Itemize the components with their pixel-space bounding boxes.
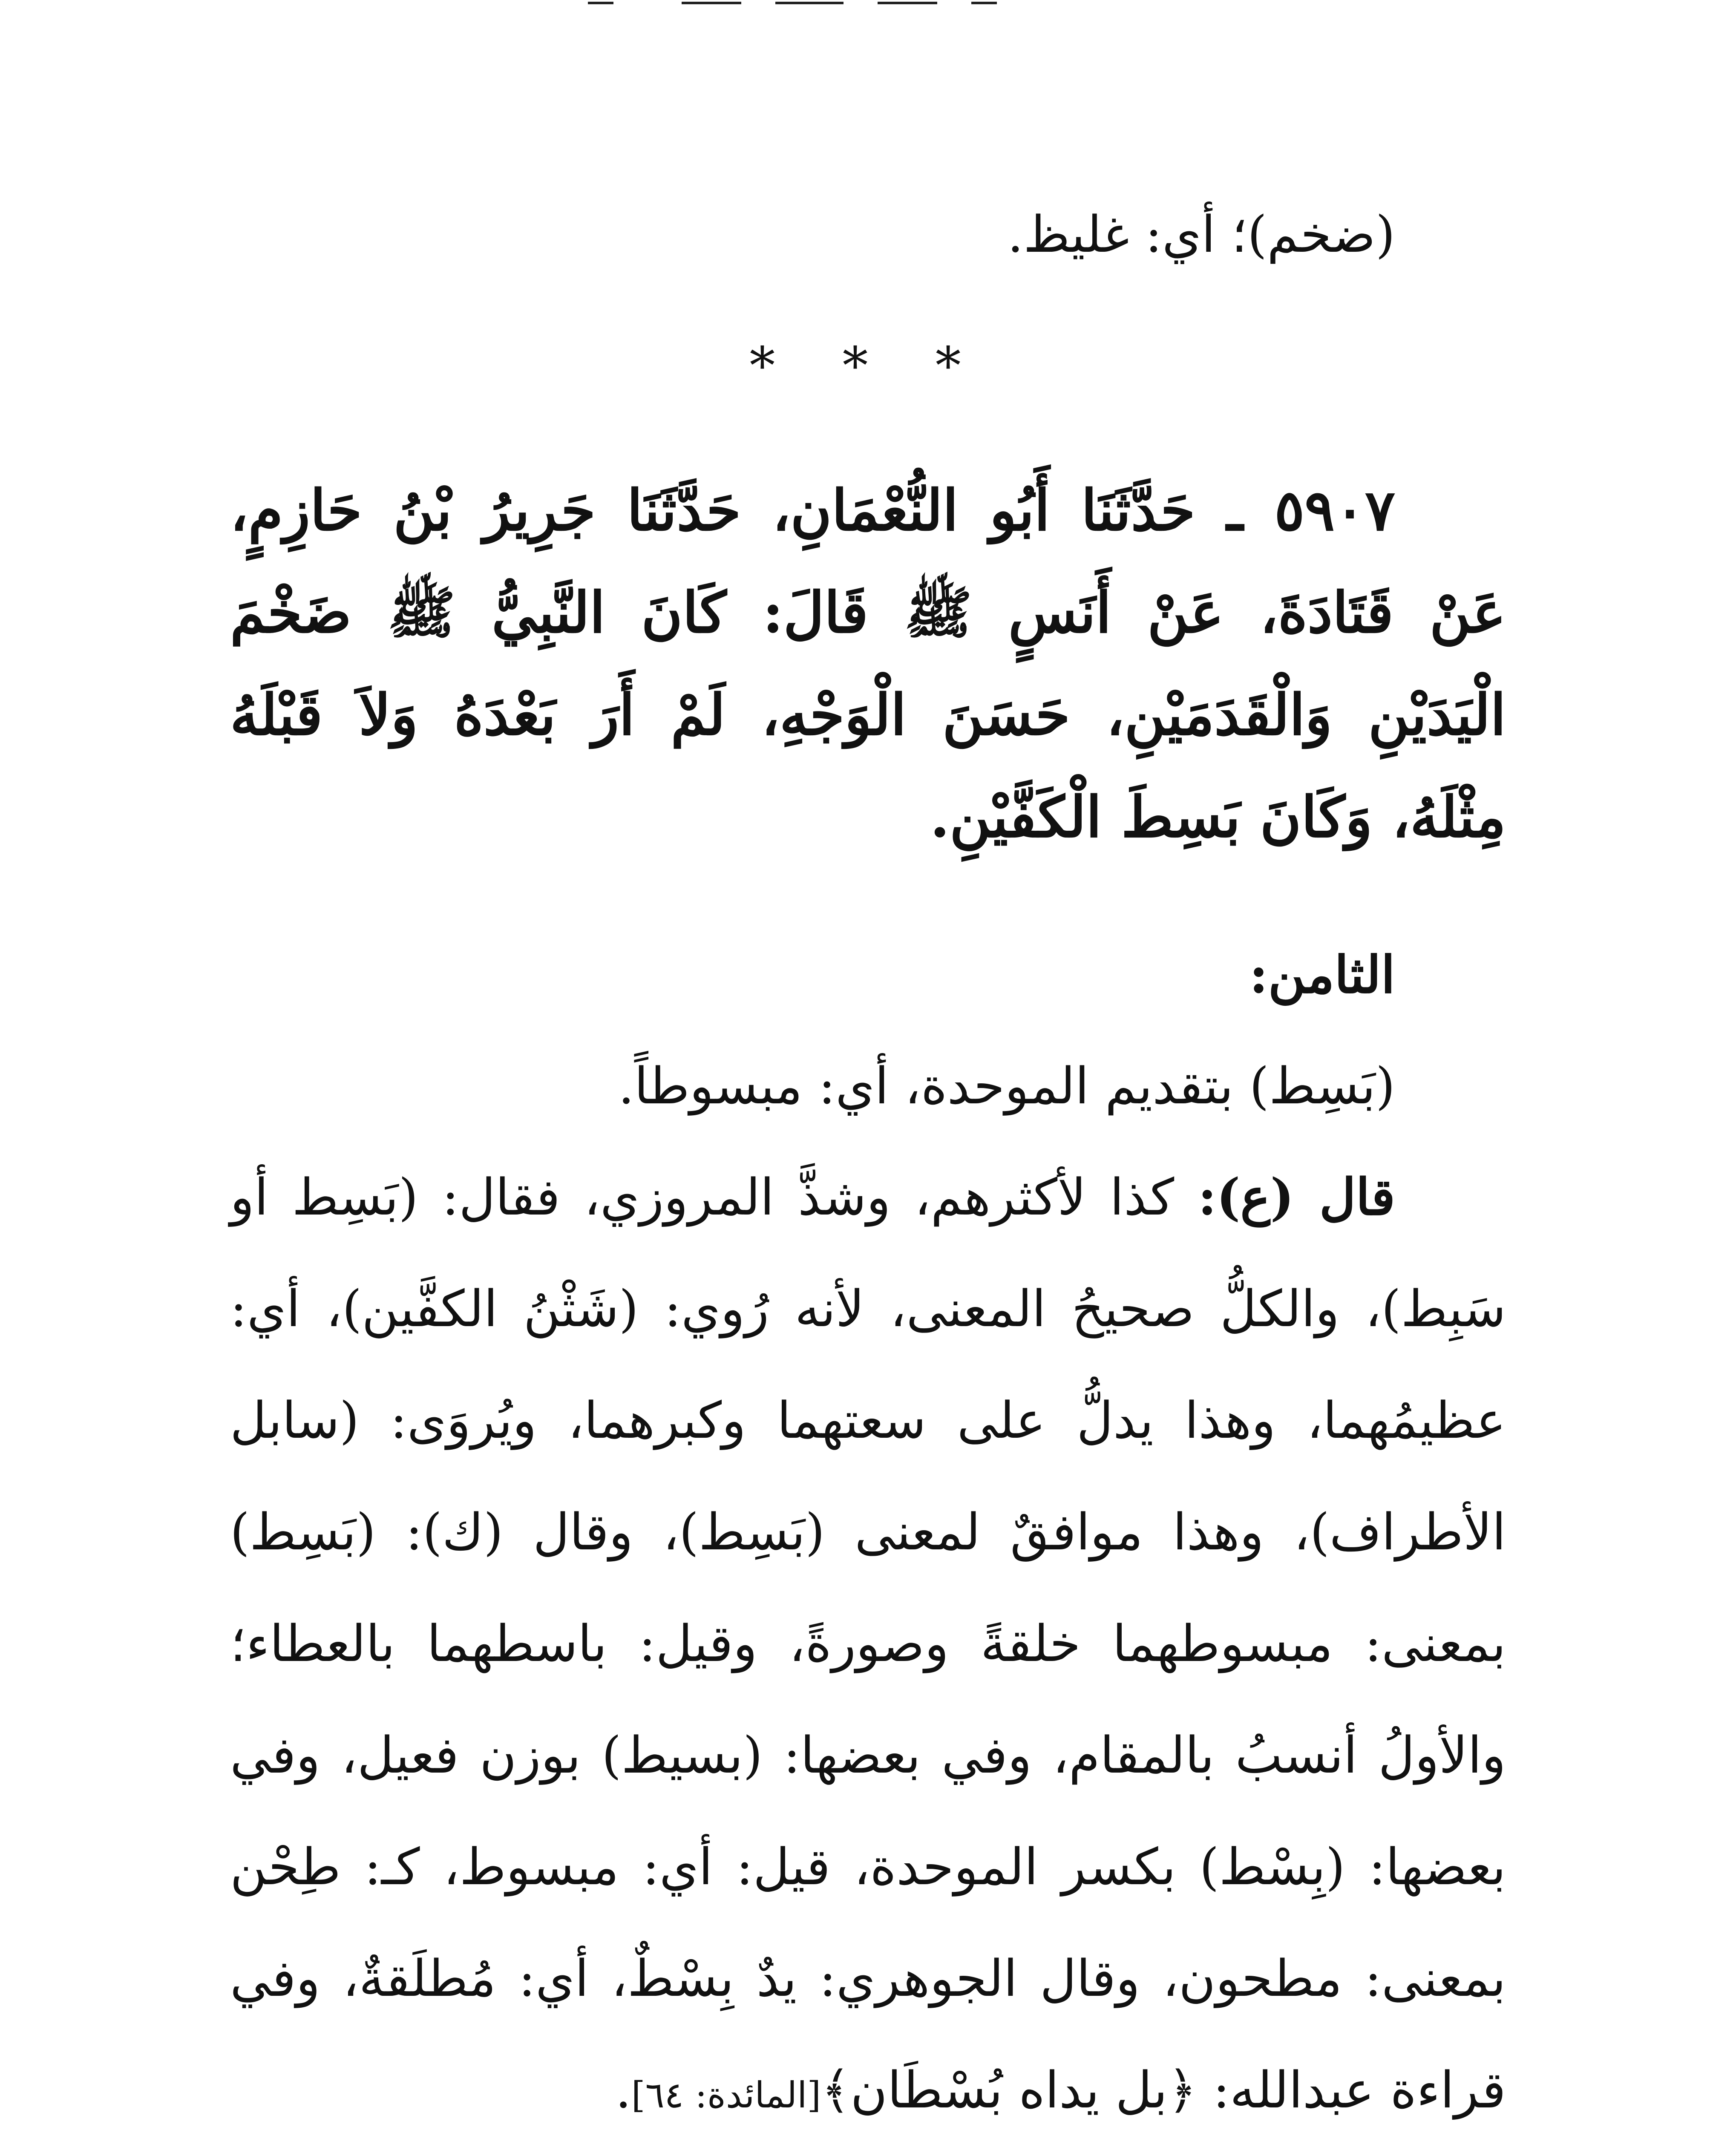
basit-gloss: (بَسِط) بتقديم الموحدة، أي: مبسوطاً. (618, 1056, 1395, 1115)
top-edge-marks (588, 0, 997, 6)
commentary-lead: قال (ع): (1198, 1167, 1395, 1226)
quran-reference: [المائدة: ٦٤] (631, 2074, 821, 2116)
section-separator: * * * (749, 337, 987, 396)
closing-period: . (615, 2061, 631, 2119)
gloss-line: (ضخم)؛ أي: غليظ. (1007, 205, 1395, 264)
commentary-body: كذا لأكثرهم، وشذَّ المروزي، فقال: (بَسِط أو سَبِط)، والكلُّ صحيحُ المعنى، لأنه رُوي: (شَثْنُ الكفَّين)، أي: عظيمُهما، وهذا يدلُّ على سعتهما وكبرهما، ويُروَى: (سابل الأطراف)، وهذا موافقٌ لمعنى (بَسِط)، وقال (ك): (بَسِط) بمعنى: مبسوطهما خلقةً وصورةً، وقيل: باسطهما بالعطاء؛ والأولُ أنسبُ بالمقام، وفي بعضها: (بسيط) بوزن فعيل، وفي بعضها: (بِسْط) بكسر الموحدة، قيل: أي: مبسوط، كـ: طِحْن بمعنى: مطحون، وقال الجوهري: يدٌ بِسْطٌ، أي: مُطلَقةٌ، وفي قراءة عبدالله: ﴿بل يداه بُسْطَان﴾ (230, 1168, 1506, 2119)
eighth-label: الثامن: (1249, 945, 1395, 1005)
commentary-paragraph (230, 1141, 1506, 2130)
hadith-5907: ٥٩٠٧ ـ حَدَّثَنَا أَبُو النُّعْمَانِ، حَدَّثَنَا جَرِيرُ بْنُ حَازِمٍ، عَنْ قَتَادَةَ، عَنْ أَنَسٍ ﷺ قَالَ: كَانَ النَّبِيُّ ﷺ ضَخْمَ الْيَدَيْنِ وَالْقَدَمَيْنِ، حَسَنَ الْوَجْهِ، لَمْ أَرَ بَعْدَهُ وَلاَ قَبْلَهُ مِثْلَهُ، وَكَانَ بَسِطَ الْكَفَّيْنِ. (230, 478, 1506, 850)
page-body (230, 179, 1506, 2130)
